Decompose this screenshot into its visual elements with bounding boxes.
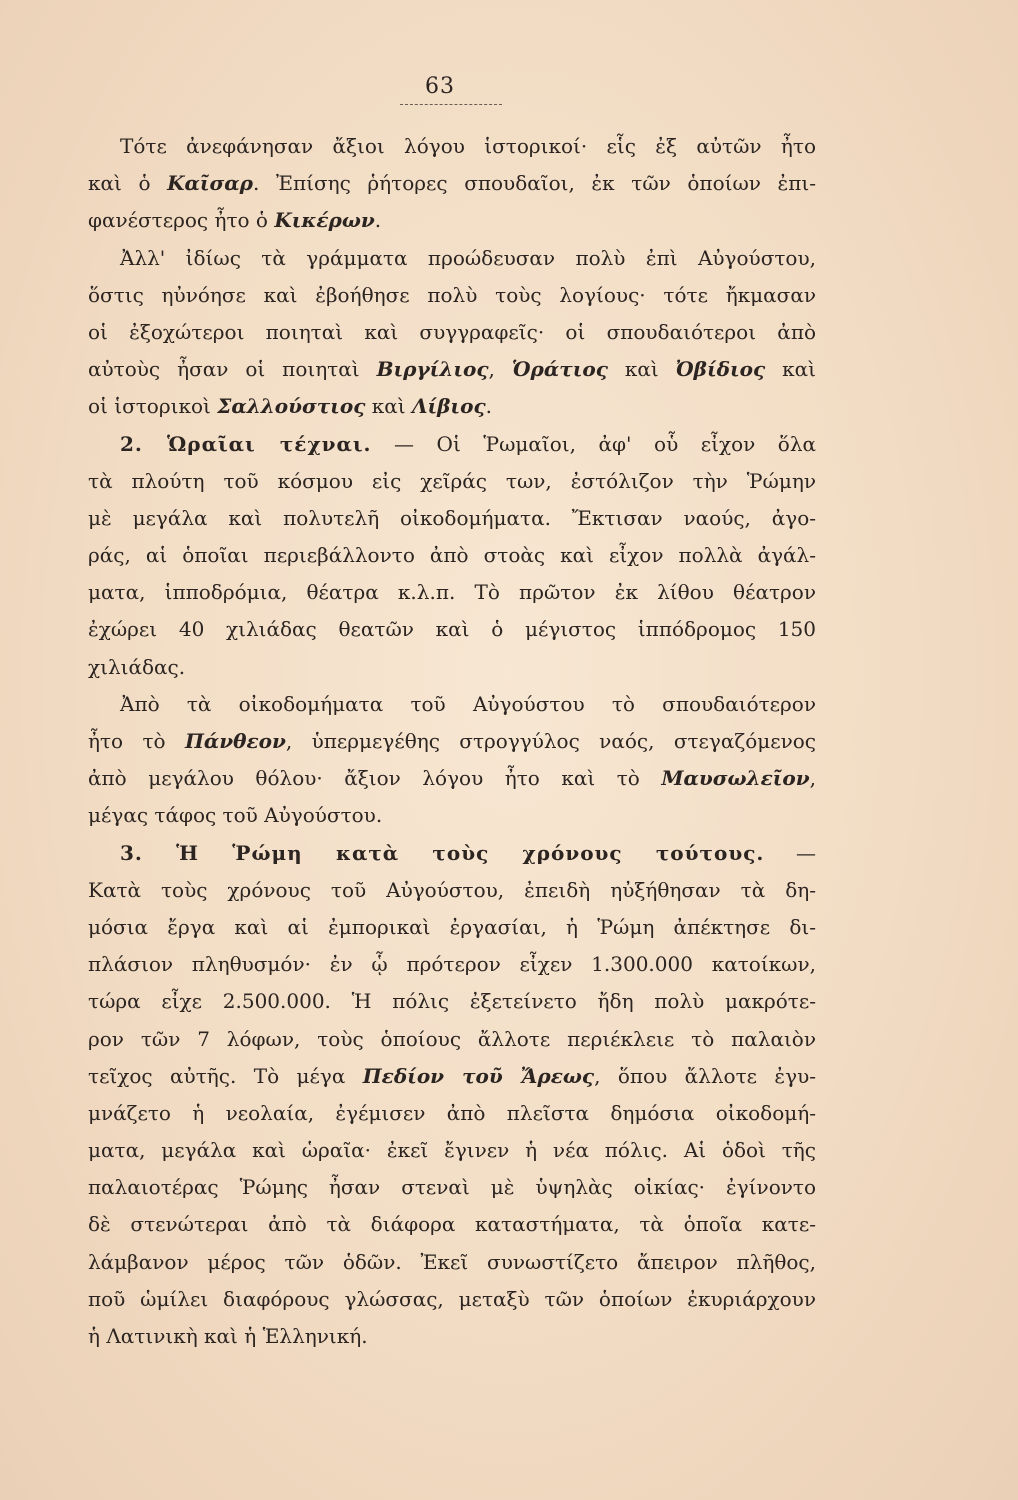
text-line — [88, 1281, 816, 1318]
text-segment: αὐτοὺς ἦσαν οἱ ποιηταὶ — [88, 357, 377, 382]
text-segment: . — [374, 208, 382, 233]
text-segment: ὅστις ηὐνόησε καὶ ἐβοήθησε πολὺ τοὺς λογίους· τότε ἤκμασαν — [88, 282, 816, 307]
text-segment: ράς, αἱ ὁποῖαι περιεβάλλοντο ἀπὸ στοὰς καὶ εἶχον πολλὰ ἀγάλ- — [88, 543, 816, 568]
text-segment: λάμβανον μέρος τῶν ὁδῶν. Ἐκεῖ συνωστίζετο ἄπειρον πλῆθος, — [88, 1249, 816, 1274]
text-segment: οἱ ἐξοχώτεροι ποιηταὶ καὶ συγγραφεῖς· οἱ σπουδαιότεροι ἀπὸ — [88, 319, 816, 344]
section-heading: 2. Ὡραῖαι τέχναι. — [120, 431, 372, 456]
page-number: 63 — [425, 74, 455, 99]
text-line — [88, 835, 816, 872]
text-segment: ἦτο τὸ — [88, 729, 185, 753]
text-line — [88, 872, 816, 909]
text-line — [88, 909, 816, 946]
text-line — [88, 1132, 816, 1169]
text-segment: τὰ πλούτη τοῦ κόσμου εἰς χεῖράς των, ἐστόλιζον τὴν Ῥώμην — [88, 468, 816, 493]
text-line — [88, 165, 816, 202]
text-segment: τώρα εἶχε 2.500.000. Ἡ πόλις ἐξετείνετο ἤδη πολὺ μακρότε- — [88, 989, 816, 1014]
text-line — [88, 797, 816, 834]
text-line — [88, 983, 816, 1020]
proper-name: Καῖσαρ — [167, 171, 253, 196]
text-line — [88, 500, 816, 537]
text-segment: , — [809, 766, 816, 791]
proper-name: Ὁράτιος — [511, 357, 608, 382]
text-segment: μέγας τάφος τοῦ Αὐγούστου. — [88, 803, 383, 828]
text-segment: , ὑπερμεγέθης στρογγύλος ναός, στεγαζόμενος — [285, 729, 816, 753]
text-segment: ματα, ἱπποδρόμια, θέατρα κ.λ.π. Τὸ πρῶτον ἐκ λίθου θέατρον — [88, 580, 816, 605]
text-line — [88, 202, 816, 239]
text-line — [88, 1244, 816, 1281]
text-segment: . — [485, 394, 492, 419]
text-segment: οἱ ἱστορικοὶ — [88, 394, 218, 419]
text-segment: . Ἐπίσης ῥήτορες σπουδαῖοι, ἐκ τῶν ὁποίων ἐπι- — [252, 171, 816, 196]
text-line — [88, 314, 816, 351]
text-line — [88, 1206, 816, 1243]
proper-name: Πάνθεον — [184, 729, 286, 753]
text-line — [88, 723, 816, 760]
text-segment: ρον τῶν 7 λόφων, τοὺς ὁποίους ἄλλοτε περιέκλειε τὸ παλαιὸν — [88, 1026, 816, 1051]
text-segment: καὶ ὁ — [88, 171, 168, 196]
text-segment: ἀπὸ μεγάλου θόλου· ἄξιον λόγου ἦτο καὶ τὸ — [88, 766, 662, 791]
text-line — [88, 760, 816, 797]
text-segment: καὶ — [765, 357, 816, 382]
text-segment: , ὅπου ἄλλοτε ἐγυ- — [594, 1063, 816, 1088]
text-line — [88, 240, 816, 277]
text-line — [88, 351, 816, 388]
text-segment: μόσια ἔργα καὶ αἱ ἐμπορικαὶ ἐργασίαι, ἡ Ῥώμη ἀπέκτησε δι- — [88, 914, 816, 939]
text-segment: δὲ στενώτεραι ἀπὸ τὰ διάφορα καταστήματα, τὰ ὁποῖα κατε- — [88, 1212, 816, 1237]
text-line — [88, 537, 816, 574]
proper-name: Μαυσωλεῖον — [661, 766, 810, 791]
text-segment: ματα, μεγάλα καὶ ὡραῖα· ἐκεῖ ἔγινεν ἡ νέα πόλις. Αἱ ὁδοὶ τῆς — [88, 1138, 816, 1163]
text-segment: Ἀλλ' ἰδίως τὰ γράμματα προώδευσαν πολὺ ἐπὶ Αὐγούστου, — [120, 245, 816, 270]
text-line — [88, 1058, 816, 1095]
proper-name: Σαλλούστιος — [217, 394, 366, 419]
proper-name: Ὀβίδιος — [675, 357, 766, 382]
text-segment: πλάσιον πληθυσμόν· ἐν ᾧ πρότερον εἶχεν 1.300.000 κατοίκων, — [88, 952, 816, 977]
text-segment: Ἀπὸ τὰ οἰκοδομήματα τοῦ Αὐγούστου τὸ σπουδαιότερον — [120, 691, 816, 716]
text-line — [88, 686, 816, 723]
text-segment: καὶ — [607, 357, 676, 382]
text-line — [88, 388, 816, 425]
text-segment: μνάζετο ἡ νεολαία, ἐγέμισεν ἀπὸ πλεῖστα δημόσια οἰκοδομή- — [88, 1100, 816, 1125]
text-segment: Κατὰ τοὺς χρόνους τοῦ Αὐγούστου, ἐπειδὴ ηὐξήθησαν τὰ δη- — [88, 877, 816, 902]
text-line — [88, 277, 816, 314]
text-segment: — — [764, 840, 816, 865]
text-segment: χιλιάδας. — [88, 654, 186, 679]
text-segment: παλαιοτέρας Ῥώμης ἦσαν στεναὶ μὲ ὑψηλὰς οἰκίας· ἐγίνοντο — [88, 1175, 816, 1200]
text-segment: μὲ μεγάλα καὶ πολυτελῆ οἰκοδομήματα. Ἔκτισαν ναούς, ἀγο- — [88, 505, 816, 530]
text-segment: Τότε ἀνεφάνησαν ἄξιοι λόγου ἱστορικοί· εἷς ἐξ αὐτῶν ἦτο — [120, 134, 816, 158]
text-line — [88, 946, 816, 983]
proper-name: Βιργίλιος — [376, 357, 489, 382]
text-segment: καὶ — [365, 394, 412, 419]
text-line — [88, 128, 816, 165]
text-segment: φανέστερος ἦτο ὁ — [88, 208, 275, 233]
text-line — [88, 463, 816, 500]
text-segment: , — [488, 357, 512, 382]
text-line — [88, 574, 816, 611]
text-line — [88, 1095, 816, 1132]
section-heading: 3. Ἡ Ῥώμη κατὰ τοὺς χρόνους τούτους. — [120, 840, 765, 865]
text-segment: ποῦ ὡμίλει διαφόρους γλώσσας, μεταξὺ τῶν ὁποίων ἐκυριάρχουν — [88, 1286, 816, 1311]
header-rule — [400, 104, 502, 105]
text-segment: — Οἱ Ῥωμαῖοι, ἀφ' οὗ εἶχον ὅλα — [371, 431, 816, 456]
text-segment: ἡ Λατινικὴ καὶ ἡ Ἑλληνική. — [88, 1324, 368, 1348]
proper-name: Κικέρων — [274, 208, 375, 233]
text-line — [88, 649, 816, 686]
text-line — [88, 1169, 816, 1206]
proper-name: Πεδίον τοῦ Ἄρεως — [362, 1063, 595, 1088]
text-line — [88, 1021, 816, 1058]
text-line — [88, 611, 816, 648]
text-line — [88, 426, 816, 463]
proper-name: Λίβιος — [411, 394, 486, 419]
text-segment: ἐχώρει 40 χιλιάδας θεατῶν καὶ ὁ μέγιστος ἱππόδρομος 150 — [88, 617, 816, 642]
body-text — [88, 128, 816, 1355]
text-line — [88, 1318, 816, 1355]
text-segment: τεῖχος αὐτῆς. Τὸ μέγα — [88, 1063, 363, 1088]
